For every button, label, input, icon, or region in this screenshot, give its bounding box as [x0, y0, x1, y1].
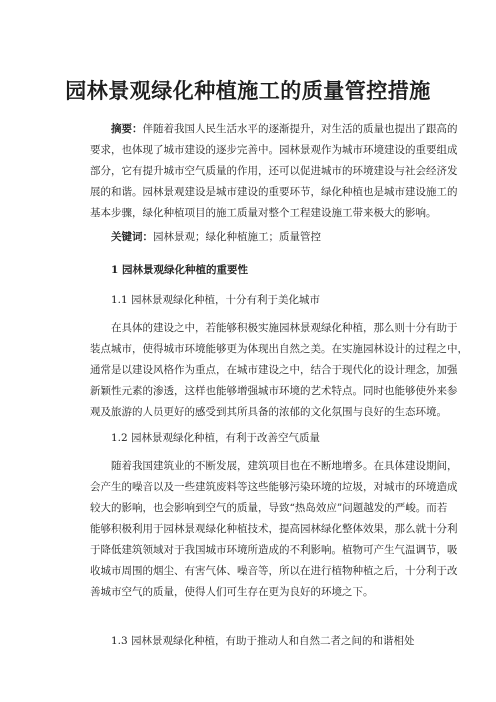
- paragraph-line: 较大的影响，也会影响到空气的质量，导致“热岛效应”问题越发的严峻。而若: [90, 502, 448, 514]
- abstract-line: 伴随着我国人民生活水平的逐渐提升，对生活的质量也提出了跟高的: [142, 123, 458, 135]
- paragraph-line: 新颖性元素的渗透，这样也能够增强城市环境的艺术特点。同时也能够使外来参: [90, 385, 458, 397]
- paragraph-line: 装点城市，使得城市环境能够更为体现出自然之美。在实施园林设计的过程之中，: [90, 343, 468, 355]
- subsection-heading: 1.3 园林景观绿化种植，有助于推动人和自然二者之间的和谐相处: [111, 635, 415, 647]
- paragraph-line: 于降低建筑领域对于我国城市环境所造成的不利影响。植物可产生气温调节，吸: [90, 544, 458, 556]
- abstract-line: 要求，也体现了城市建设的逐步完善中。园林景观作为城市环境建设的重要组成: [90, 144, 458, 156]
- paragraph-line: 在具体的建设之中，若能够积极实施园林景观绿化种植，那么则十分有助于: [111, 322, 458, 334]
- keywords-text: 园林景观；绿化种植施工；质量管控: [153, 231, 321, 243]
- paragraph-line: 能够积极利用于园林景观绿化种植技术，提高园林绿化整体效果，那么就十分利: [90, 523, 458, 535]
- abstract-label: 摘要：: [111, 123, 143, 135]
- paragraph-line: 通常是以建设风格作为重点，在城市建设之中，结合于现代化的设计理念，加强: [90, 364, 458, 376]
- paragraph: [90, 456, 458, 603]
- abstract-line: 部分，它有提升城市空气质量的作用，还可以促进城市的环境建设与社会经济发: [90, 165, 458, 177]
- paragraph-line: 善城市空气的质量，使得人们可生存在更为良好的环境之下。: [90, 586, 374, 598]
- section-heading: 1 园林景观绿化种植的重要性: [111, 264, 248, 276]
- subsection-heading: 1.2 园林景观绿化种植，有利于改善空气质量: [111, 432, 321, 444]
- paragraph-line: 会产生的噪音以及一些建筑废料等这些能够污染环境的垃圾，对城市的环境造成: [90, 481, 458, 493]
- page-title: 园林景观绿化种植施工的质量管控措施: [65, 79, 431, 103]
- paragraph: [90, 318, 468, 423]
- paragraph-line: 观及旅游的人员更好的感受到其所具备的浓郁的文化氛围与良好的生态环境。: [90, 406, 447, 418]
- abstract-line: 展的和谐。园林景观建设是城市建设的重要环节，绿化种植也是城市建设施工的: [90, 186, 458, 198]
- abstract-line: 基本步骤，绿化种植项目的施工质量对整个工程建设施工带来极大的影响。: [90, 207, 437, 219]
- keywords-label: 关键词：: [111, 231, 153, 243]
- paragraph-line: 收城市周围的烟尘、有害气体、噪音等，所以在进行植物种植之后，十分利于改: [90, 565, 458, 577]
- subsection-heading: 1.1 园林景观绿化种植，十分有利于美化城市: [111, 294, 321, 306]
- keywords: [90, 227, 451, 248]
- paragraph-line: 随着我国建筑业的不断发展，建筑项目也在不断地增多。在具体建设期间，: [111, 460, 458, 472]
- abstract: [90, 119, 458, 224]
